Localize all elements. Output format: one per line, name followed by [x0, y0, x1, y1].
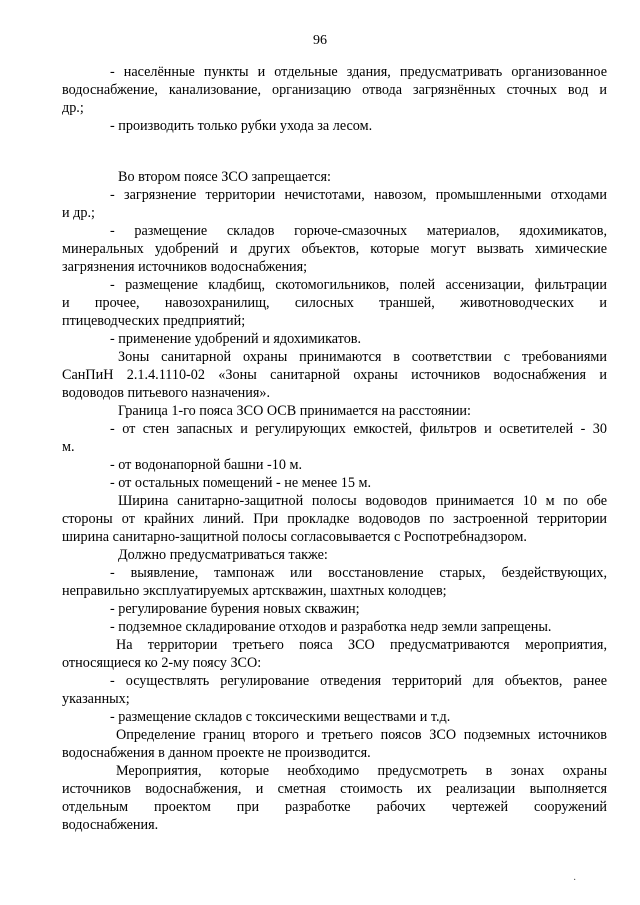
text-line: - осуществлять регулирование отведения территорий для объектов, ранее [110, 673, 607, 689]
text-line: водоводов питьевого назначения». [62, 385, 270, 401]
text-line: - загрязнение территории нечистотами, навозом, промышленными отходами [110, 187, 607, 203]
text-line: СанПиН 2.1.4.1110-02 «Зоны санитарной охраны источников водоснабжения и [62, 367, 607, 383]
text-line: водоснабжение, канализование, организацию отвода загрязнённых сточных вод и [62, 82, 607, 98]
text-line: др.; [62, 100, 84, 116]
text-line: - выявление, тампонаж или восстановление старых, бездействующих, [110, 565, 607, 581]
text-line: - от водонапорной башни -10 м. [110, 457, 302, 473]
text-line: - применение удобрений и ядохимикатов. [110, 331, 362, 347]
text-line: водоснабжения. [62, 817, 159, 833]
text-line: загрязнения источников водоснабжения; [62, 259, 308, 275]
text-line: - от остальных помещений - не менее 15 м. [110, 475, 371, 491]
text-line: птицеводческих предприятий; [62, 313, 246, 329]
text-line: - размещение кладбищ, скотомогильников, полей ассенизации, фильтрации [110, 277, 607, 293]
text-line: ширина санитарно-защитной полосы согласовывается с Роспотребнадзором. [62, 529, 527, 545]
text-line: Определение границ второго и третьего поясов ЗСО подземных источников [116, 727, 607, 743]
text-line: м. [62, 439, 75, 455]
text-line: и др.; [62, 205, 95, 221]
text-line: указанных; [62, 691, 130, 707]
page-number: 96 [313, 33, 327, 48]
text-line: Ширина санитарно-защитной полосы водоводов принимается 10 м по обе [118, 493, 607, 509]
text-line: водоснабжения в данном проекте не производится. [62, 745, 371, 761]
text-line: На территории третьего пояса ЗСО предусматриваются мероприятия, [116, 637, 607, 653]
text-line: источников водоснабжения, и сметная стоимость их реализации выполняется [62, 781, 607, 797]
text-line: Зоны санитарной охраны принимаются в соответствии с требованиями [118, 349, 607, 365]
text-line: Во втором поясе ЗСО запрещается: [118, 169, 331, 185]
text-line: - размещение складов с токсическими веществами и т.д. [110, 709, 451, 725]
text-line: неправильно эксплуатируемых артскважин, шахтных колодцев; [62, 583, 447, 599]
text-line: - размещение складов горюче-смазочных материалов, ядохимикатов, [110, 223, 607, 239]
text-line: минеральных удобрений и других объектов, которые могут вызвать химические [62, 241, 607, 257]
text-line: отдельным проектом при разработке рабочих чертежей сооружений [62, 799, 607, 815]
text-line: Граница 1-го пояса ЗСО ОСВ принимается на расстоянии: [118, 403, 471, 419]
text-line: - от стен запасных и регулирующих емкостей, фильтров и осветителей - 30 [110, 421, 607, 437]
text-line: Мероприятия, которые необходимо предусмотреть в зонах охраны [116, 763, 607, 779]
scan-artifact-mark: · [573, 875, 577, 886]
text-line: - подземное складирование отходов и разработка недр земли запрещены. [110, 619, 552, 635]
text-line: и прочее, навозохранилищ, силосных траншей, животноводческих и [62, 295, 607, 311]
text-line: - населённые пункты и отдельные здания, предусматривать организованное [110, 64, 607, 80]
text-line: Должно предусматриваться также: [118, 547, 328, 563]
text-line: относящиеся ко 2-му поясу ЗСО: [62, 655, 262, 671]
text-line: - производить только рубки ухода за лесом. [110, 118, 373, 134]
text-line: стороны от крайних линий. При прокладке водоводов по застроенной территории [62, 511, 607, 527]
text-line: - регулирование бурения новых скважин; [110, 601, 360, 617]
